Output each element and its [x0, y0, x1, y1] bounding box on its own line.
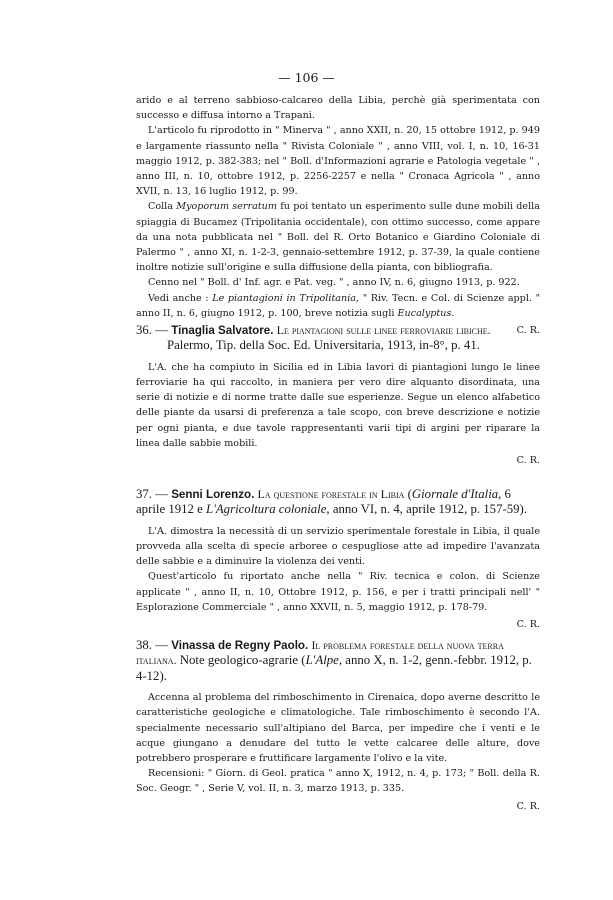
- intro-paragraph-2: L'articolo fu riprodotto in " Minerva " , anno XXII, n. 20, 15 ottobre 1912, p. 949 e largamente riassunto nella " Rivista Coloniale " , anno VIII, vol. I, n. 10, 16-31 maggio 1912, p. 382-383; nel " Boll. d'Informazioni agrarie e Patologia vegetale " , anno III, n. 10, ottobre 1912, p. 2256-2257 e nella " Cronaca Agricola " , anno XVII, n. 13, 16 luglio 1912, p. 99.: [136, 125, 540, 198]
- entry-title: Il problema forestale della nuova terra italiana.: [136, 638, 504, 668]
- signature: C. R.: [516, 325, 540, 337]
- entry-body: Accenna al problema del rimboschimento in Cirenaica, dopo averne descritto le caratteristiche geologiche e climatologiche. Tale rimboschimento è secondo l'A. specialmente necessario sull'altipiano del Barca, per impedire che i venti e le acque giungano a denudare del tutto le vette calcaree delle alture, dove potrebbero prosperare e fruttificare largamente l'olivo e la vite.: [136, 692, 540, 765]
- entry-number: 37. —: [136, 487, 168, 501]
- journal-name: Giornale d'Italia,: [411, 487, 502, 501]
- species-name: Myoporum serratum: [176, 201, 277, 213]
- entry-body-2: Quest'articolo fu riportato anche nella " Riv. tecnica e colon. di Scienze applicate " , anno II, n. 10, Ottobre 1912, p. 156, e per i tratti principali nell' " Esplorazione Commerciale " , anno XXVII, n. 5, maggio 1912, p. 178-79.: [136, 571, 540, 613]
- intro-section: [136, 93, 540, 338]
- entry-title: Le piantagioni sulle linee ferroviarie libiche.: [276, 323, 491, 337]
- signature: C. R.: [516, 455, 540, 467]
- page-number: — 106 —: [278, 70, 335, 85]
- entry-publication: Palermo, Tip. della Soc. Ed. Universitaria, 1913, in-8°, p. 41.: [167, 338, 480, 353]
- entry-author: Vinassa de Regny Paolo.: [171, 639, 309, 652]
- entry-number: 38. —: [136, 638, 168, 652]
- entry-heading: [136, 323, 540, 354]
- journal-name: L'Alpe,: [305, 653, 343, 668]
- entry-title: La questione forestale in Libia: [257, 487, 405, 501]
- entry-body-2: Recensioni: " Giorn. di Geol. pratica " anno X, 1912, n. 4, p. 173; " Boll. della R. Soc. Geogr. " , Serie V, vol. II, n. 3, marzo 1913, p. 335.: [136, 768, 540, 795]
- signature: C. R.: [516, 619, 540, 631]
- entry-author: Tinaglia Salvatore.: [171, 324, 274, 337]
- genus-name: Eucalyptus.: [397, 307, 455, 319]
- entry-number: 36. —: [136, 323, 168, 337]
- entry-heading: 37. — Senni Lorenzo. La questione forestale in Libia (Giornale d'Italia, 6 aprile 1912 e L'Agricoltura coloniale, anno VI, n. 4, aprile 1912, p. 157-59).: [136, 487, 527, 517]
- intro-paragraph-3: Colla Myoporum serratum fu poi tentato un esperimento sulle dune mobili della spiaggia di Bucamez (Tripolitania occidentale), con ottimo successo, come appare da una nota pubblicata nel " Boll. del R. Orto Botanico e Giardino Coloniale di Palermo " , anno XI, n. 1-2-3, gennaio-settembre 1912, p. 37-39, la quale contiene inoltre notizie sull'origine e sulla diffusione della pianta, con bibliografia.: [136, 201, 540, 274]
- intro-paragraph-1: arido e al terreno sabbioso-calcareo della Libia, perchè già sperimentata con successo e diffusa intorno a Trapani.: [136, 95, 540, 122]
- intro-paragraph-4: Cenno nel " Boll. d' Inf. agr. e Pat. veg. " , anno IV, n. 6, giugno 1913, p. 922.: [148, 277, 520, 289]
- journal-name: L'Agricoltura coloniale,: [206, 502, 330, 517]
- intro-paragraph-5: Vedi anche : Le piantagioni in Tripolitania, " Riv. Tecn. e Col. di Scienze appl. " anno II, n. 6, giugno 1912, p. 100, breve notizia sugli Eucalyptus.: [136, 292, 540, 319]
- signature: C. R.: [516, 800, 540, 812]
- entry-body: L'A. che ha compiuto in Sicilia ed in Libia lavori di piantagioni lungo le linee ferroviarie ha qui raccolto, in maniera per vero dire alquanto disordinata, una serie di notizie e di norme tratte dalle sue esperienze. Segue un elenco alfabetico delle piante da usarsi di preferenza a tale scopo, con breve descrizione e notizie per ogni pianta, e due tavole rappresentanti varii tipi di argini per riparare la linea dalle sabbie mobili.: [136, 361, 540, 449]
- entry-heading: 38. — Vinassa de Regny Paolo. Il problema forestale della nuova terra italiana. Note geologico-agrarie (L'Alpe, anno X, n. 1-2, genn.-febbr. 1912, p. 4-12).: [136, 638, 532, 683]
- entry-38: [136, 638, 540, 814]
- entry-author: Senni Lorenzo.: [171, 488, 255, 501]
- entry-36: [136, 323, 540, 468]
- article-title: Le piantagioni in Tripolitania,: [212, 292, 360, 304]
- entry-body: L'A. dimostra la necessità di un servizio sperimentale forestale in Libia, il quale provveda alla scelta di specie arboree o cespugliose atte ad impedire l'avanzata delle sabbie e a diminuire la violenza dei venti.: [136, 525, 540, 568]
- entry-37: [136, 487, 540, 632]
